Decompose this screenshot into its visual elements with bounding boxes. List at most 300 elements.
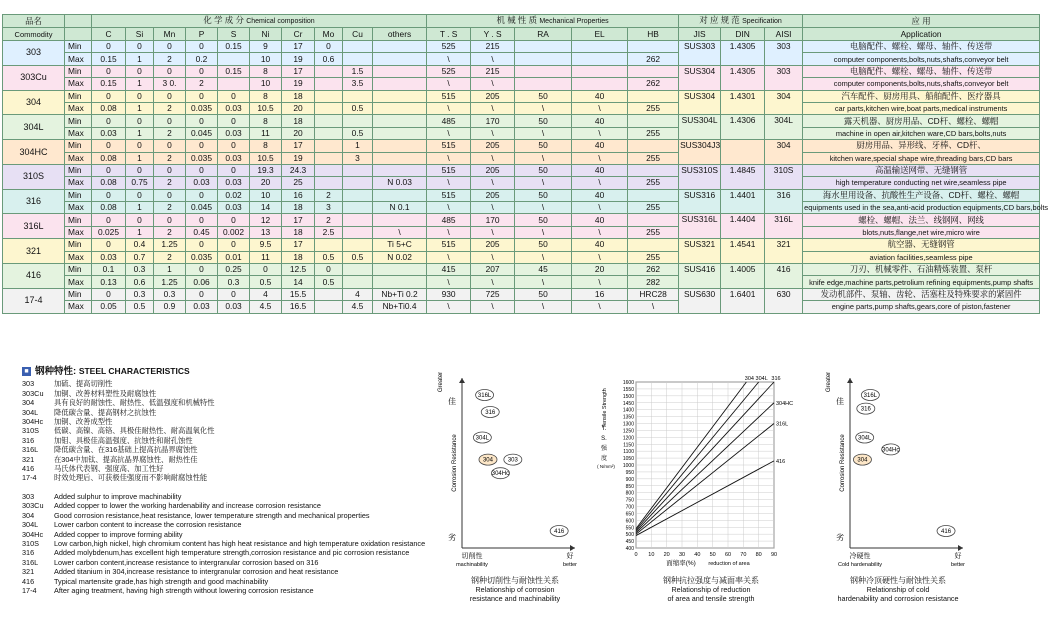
max-label: Max bbox=[65, 127, 92, 139]
table-cell: 0.025 bbox=[92, 226, 126, 238]
spec-cell: 1.4306 bbox=[721, 115, 765, 140]
table-row bbox=[3, 177, 1040, 189]
commodity-name: 303 bbox=[3, 41, 65, 66]
table-cell bbox=[343, 276, 373, 288]
table-cell: 0.06 bbox=[186, 276, 218, 288]
table-cell: \ bbox=[628, 301, 679, 313]
table-cell: 0 bbox=[92, 41, 126, 53]
commodity-name: 304 bbox=[3, 90, 65, 115]
grade-label: 304 bbox=[22, 398, 35, 408]
y-tick-label: 1300 bbox=[622, 421, 634, 428]
table-cell: 170 bbox=[471, 214, 515, 226]
y-unit-zh: 强 bbox=[600, 446, 608, 452]
table-cell: 0 bbox=[218, 288, 250, 300]
table-cell: \ bbox=[427, 301, 471, 313]
table-cell: 3 0. bbox=[154, 78, 186, 90]
table-cell bbox=[373, 276, 427, 288]
grade-description: 加硫、提高切削性 bbox=[54, 379, 113, 389]
list-item bbox=[22, 455, 442, 464]
list-item bbox=[22, 586, 442, 595]
application-en: kitchen ware,special shape wire,threading bars,CD bars bbox=[803, 152, 1040, 164]
series-label: 304L bbox=[755, 376, 768, 382]
spec-cell: 316L bbox=[765, 214, 803, 239]
grade-label: 310S bbox=[22, 538, 40, 548]
table-cell: 0 bbox=[154, 189, 186, 201]
table-cell: 0.4 bbox=[126, 239, 154, 251]
min-label: Min bbox=[65, 288, 92, 300]
table-cell: 0 bbox=[186, 140, 218, 152]
table-cell: 18 bbox=[282, 115, 315, 127]
steel-zh-list bbox=[22, 379, 442, 482]
table-cell: \ bbox=[471, 276, 515, 288]
table-cell: \ bbox=[572, 251, 628, 263]
x-label-en: reduction of area bbox=[708, 561, 750, 567]
col-header: DIN bbox=[721, 28, 765, 41]
table-cell: 14 bbox=[282, 276, 315, 288]
max-label: Max bbox=[65, 102, 92, 114]
application-zh: 航空器、无缝钢管 bbox=[803, 239, 1040, 251]
table-cell: 205 bbox=[471, 164, 515, 176]
point-label: 303 bbox=[507, 457, 518, 464]
col-header: Cu bbox=[343, 28, 373, 41]
table-cell: 10.5 bbox=[250, 152, 282, 164]
table-cell: 0.3 bbox=[154, 288, 186, 300]
spec-cell: 321 bbox=[765, 239, 803, 264]
table-cell: \ bbox=[515, 177, 572, 189]
spec-cell: 1.4404 bbox=[721, 214, 765, 239]
spec-cell: SUS304 bbox=[679, 90, 721, 115]
x-right-zh: 好 bbox=[954, 553, 962, 560]
grade-description: 时效处理后、可获极佳强度而不影响耐腐蚀性能 bbox=[54, 473, 208, 483]
grade-description: Good corrosion resistance,heat resistance, lower temperature strength and mechanical properties bbox=[54, 510, 370, 520]
table-cell: 0 bbox=[126, 41, 154, 53]
table-cell: 0.5 bbox=[250, 276, 282, 288]
commodity-name: 321 bbox=[3, 239, 65, 264]
table-cell: 0.03 bbox=[186, 177, 218, 189]
table-cell: \ bbox=[572, 127, 628, 139]
table-cell: 0 bbox=[186, 41, 218, 53]
series-label: 316 bbox=[771, 376, 781, 382]
x-arrow-icon bbox=[570, 545, 575, 551]
table-row bbox=[3, 239, 1040, 251]
table-cell: 0 bbox=[154, 140, 186, 152]
table-cell: 11 bbox=[250, 251, 282, 263]
table-cell: 0.03 bbox=[92, 251, 126, 263]
max-label: Max bbox=[65, 301, 92, 313]
y-tick-label: 900 bbox=[625, 476, 634, 483]
table-cell bbox=[343, 53, 373, 65]
col-header: JIS bbox=[679, 28, 721, 41]
table-cell: 2 bbox=[154, 251, 186, 263]
table-cell: 11 bbox=[250, 127, 282, 139]
spec-cell: 1.4305 bbox=[721, 41, 765, 66]
min-label: Min bbox=[65, 214, 92, 226]
table-cell bbox=[373, 264, 427, 276]
list-item bbox=[22, 577, 442, 586]
table-cell bbox=[572, 78, 628, 90]
grade-description: Added copper to lower the working hardenability and increase corrosion resistance bbox=[54, 501, 321, 511]
table-cell: 0.03 bbox=[218, 127, 250, 139]
spec-cell: 1.4401 bbox=[721, 189, 765, 214]
y-greater-en: Greater bbox=[826, 371, 832, 393]
series-label: 304HC bbox=[776, 400, 794, 407]
table-cell: 0.045 bbox=[186, 202, 218, 214]
table-cell: 0 bbox=[154, 41, 186, 53]
table-cell: \ bbox=[515, 152, 572, 164]
table-cell bbox=[343, 90, 373, 102]
col-header: Cr bbox=[282, 28, 315, 41]
table-cell: 0 bbox=[126, 164, 154, 176]
table-cell: 18 bbox=[282, 90, 315, 102]
table-cell: \ bbox=[515, 301, 572, 313]
min-label: Min bbox=[65, 189, 92, 201]
table-cell: 0.3 bbox=[218, 276, 250, 288]
table-cell: 0.5 bbox=[343, 102, 373, 114]
bullet-icon: ■ bbox=[22, 367, 31, 376]
grade-label: 416 bbox=[22, 464, 35, 474]
point-label: 416 bbox=[941, 529, 952, 535]
list-item bbox=[22, 389, 442, 398]
table-cell: 9 bbox=[250, 41, 282, 53]
table-cell bbox=[315, 127, 343, 139]
spec-cell: 416 bbox=[765, 264, 803, 289]
table-cell: 50 bbox=[515, 90, 572, 102]
table-cell: 19 bbox=[282, 78, 315, 90]
table-cell: 0 bbox=[315, 264, 343, 276]
commodity-name: 304L bbox=[3, 115, 65, 140]
grade-description: 降低碳含量、提高钢材之抗蚀性 bbox=[54, 407, 157, 417]
table-cell: 0 bbox=[126, 65, 154, 77]
table-cell: 1.25 bbox=[154, 239, 186, 251]
table-cell: 10 bbox=[250, 53, 282, 65]
table-cell bbox=[572, 53, 628, 65]
table-cell: 515 bbox=[427, 90, 471, 102]
point-label: 304 bbox=[482, 457, 493, 464]
table-row bbox=[3, 41, 1040, 53]
table-cell bbox=[315, 164, 343, 176]
spec-cell: SUS304J3 bbox=[679, 140, 721, 165]
table-cell: \ bbox=[427, 127, 471, 139]
y-tick-label: 1550 bbox=[622, 386, 634, 393]
table-cell: 24.3 bbox=[282, 164, 315, 176]
table-cell: 207 bbox=[471, 264, 515, 276]
table-cell: \ bbox=[427, 177, 471, 189]
spec-cell: 303 bbox=[765, 41, 803, 66]
application-en: aviation facilities,seamless pipe bbox=[803, 251, 1040, 263]
table-row bbox=[3, 251, 1040, 263]
y-greater-zh: 佳 bbox=[448, 397, 456, 406]
x-arrow-icon bbox=[958, 545, 963, 551]
table-cell: \ bbox=[427, 202, 471, 214]
spec-cell: 1.4305 bbox=[721, 65, 765, 90]
spec-cell: SUS316L bbox=[679, 214, 721, 239]
table-cell: 19 bbox=[282, 53, 315, 65]
spec-cell: 303 bbox=[765, 65, 803, 90]
x-tick-label: 20 bbox=[663, 552, 670, 558]
table-cell: 0.3 bbox=[126, 288, 154, 300]
min-label: Min bbox=[65, 140, 92, 152]
y-greater-zh: 佳 bbox=[836, 397, 844, 406]
table-cell: 205 bbox=[471, 239, 515, 251]
table-cell: 2 bbox=[154, 127, 186, 139]
table-cell: 3 bbox=[343, 152, 373, 164]
table-cell bbox=[315, 152, 343, 164]
col-header: EL bbox=[572, 28, 628, 41]
table-cell: 0.6 bbox=[315, 53, 343, 65]
table-cell: \ bbox=[427, 102, 471, 114]
table-cell: \ bbox=[572, 177, 628, 189]
table-row bbox=[3, 152, 1040, 164]
table-cell: \ bbox=[471, 127, 515, 139]
table-cell: 0 bbox=[186, 288, 218, 300]
grade-description: Low carbon,high nickel, high chromium content has high heat resistance and high temperature oxidation resistance bbox=[54, 538, 426, 548]
list-item bbox=[22, 473, 442, 482]
table-cell: 8 bbox=[250, 65, 282, 77]
table-cell: 0.08 bbox=[92, 177, 126, 189]
y-tick-label: 1150 bbox=[623, 442, 634, 449]
y-tick-label: 1450 bbox=[622, 400, 634, 407]
list-item bbox=[22, 520, 442, 529]
commodity-name: 303Cu bbox=[3, 65, 65, 90]
table-cell: 50 bbox=[515, 140, 572, 152]
commodity-name: 416 bbox=[3, 264, 65, 289]
grade-label: 304L bbox=[22, 520, 39, 530]
table-cell: 0 bbox=[126, 214, 154, 226]
steel-characteristics-title: ■ 钢种特性: STEEL CHARACTERISTICS bbox=[22, 367, 442, 376]
grade-label: 304 bbox=[22, 510, 35, 520]
max-label: Max bbox=[65, 202, 92, 214]
spec-cell: 304 bbox=[765, 90, 803, 115]
table-cell: 40 bbox=[572, 214, 628, 226]
min-label: Min bbox=[65, 115, 92, 127]
table-cell bbox=[515, 78, 572, 90]
x-left-zh: 冷硬性 bbox=[849, 553, 871, 560]
y-unit: ( N/mm²) bbox=[597, 464, 615, 469]
table-cell bbox=[343, 264, 373, 276]
table-cell: 20 bbox=[282, 127, 315, 139]
point-label: 316L bbox=[477, 393, 492, 399]
table-cell: \ bbox=[373, 226, 427, 238]
table-row bbox=[3, 214, 1040, 226]
table-cell: N 0.02 bbox=[373, 251, 427, 263]
table-cell: 50 bbox=[515, 288, 572, 300]
table-cell: 25 bbox=[282, 177, 315, 189]
table-cell bbox=[515, 41, 572, 53]
table-cell: 0.035 bbox=[186, 152, 218, 164]
table-cell: 8 bbox=[250, 90, 282, 102]
y-tick-label: 800 bbox=[625, 490, 634, 497]
application-en: knife edge,machine parts,petrolium refining equipments,pump shafts bbox=[803, 276, 1040, 288]
y-tick-label: 1000 bbox=[622, 463, 634, 469]
spec-cell: SUS321 bbox=[679, 239, 721, 264]
table-cell: Nb+Ti0.4 bbox=[373, 301, 427, 313]
table-cell: \ bbox=[515, 251, 572, 263]
y-tick-label: 1400 bbox=[622, 407, 634, 414]
table-cell: 0.15 bbox=[218, 65, 250, 77]
table-cell: 2 bbox=[315, 189, 343, 201]
table-cell: 18 bbox=[282, 251, 315, 263]
table-cell: 0.15 bbox=[218, 41, 250, 53]
application-en: machine in open air,kitchen ware,CD bars,bolts,nuts bbox=[803, 127, 1040, 139]
list-item bbox=[22, 445, 442, 454]
grade-label: 303Cu bbox=[22, 501, 44, 511]
table-row bbox=[3, 264, 1040, 276]
x-tick-label: 40 bbox=[694, 552, 701, 558]
table-cell bbox=[628, 239, 679, 251]
table-cell: 50 bbox=[515, 189, 572, 201]
list-item bbox=[22, 426, 442, 435]
table-cell: 0.5 bbox=[343, 251, 373, 263]
list-item bbox=[22, 492, 442, 501]
table-cell: 262 bbox=[628, 264, 679, 276]
table-cell: 262 bbox=[628, 78, 679, 90]
table-cell: 0.5 bbox=[315, 251, 343, 263]
table-cell: 8 bbox=[250, 115, 282, 127]
table-cell: 0.035 bbox=[186, 251, 218, 263]
spec-cell: SUS630 bbox=[679, 288, 721, 313]
application-en: car parts,kitchen wire,boat parts,medical instruments bbox=[803, 102, 1040, 114]
spec-cell: 1.6401 bbox=[721, 288, 765, 313]
table-cell: 9.5 bbox=[250, 239, 282, 251]
grade-label: 316L bbox=[22, 445, 39, 455]
table-cell: 0.25 bbox=[218, 264, 250, 276]
table-cell: 0 bbox=[92, 164, 126, 176]
x-left-en: Cold hardenability bbox=[837, 562, 883, 568]
table-cell: 282 bbox=[628, 276, 679, 288]
list-item bbox=[22, 539, 442, 548]
grade-description: 降低碳含量、在316基础上提高抗晶界腐蚀性 bbox=[54, 445, 198, 455]
table-cell: \ bbox=[515, 202, 572, 214]
table-cell bbox=[373, 140, 427, 152]
chart-cold-hardenability bbox=[808, 368, 983, 568]
commodity-name: 316 bbox=[3, 189, 65, 214]
table-cell: 4 bbox=[250, 288, 282, 300]
chart-machinability bbox=[420, 368, 595, 568]
table-cell: 0 bbox=[186, 239, 218, 251]
table-cell: 485 bbox=[427, 214, 471, 226]
header-row-2 bbox=[3, 28, 1040, 41]
table-cell: 0.03 bbox=[218, 202, 250, 214]
table-cell bbox=[315, 78, 343, 90]
y-arrow-icon bbox=[459, 378, 465, 383]
max-label: Max bbox=[65, 152, 92, 164]
y-tick-label: 1600 bbox=[622, 380, 634, 386]
commodity-name: 310S bbox=[3, 164, 65, 189]
y-tick-label: 550 bbox=[625, 525, 634, 532]
table-row bbox=[3, 53, 1040, 65]
application-en: computer components,bolts,nuts,shafts,conveyor belt bbox=[803, 78, 1040, 90]
table-cell: Nb+Ti 0.2 bbox=[373, 288, 427, 300]
application-en: blots,nuts,flange,net wire,micro wire bbox=[803, 226, 1040, 238]
list-item bbox=[22, 464, 442, 473]
table-cell bbox=[315, 239, 343, 251]
list-item bbox=[22, 511, 442, 520]
table-cell: 0 bbox=[92, 214, 126, 226]
table-cell: 0 bbox=[92, 140, 126, 152]
spec-cell: 630 bbox=[765, 288, 803, 313]
table-cell: 1 bbox=[126, 152, 154, 164]
spec-cell: SUS303 bbox=[679, 41, 721, 66]
table-cell bbox=[628, 115, 679, 127]
table-cell: 255 bbox=[628, 251, 679, 263]
series-label: 416 bbox=[776, 458, 786, 465]
table-cell: 0 bbox=[154, 164, 186, 176]
table-cell: 17 bbox=[282, 239, 315, 251]
table-cell: \ bbox=[427, 53, 471, 65]
table-cell: 18 bbox=[282, 202, 315, 214]
table-cell: \ bbox=[471, 251, 515, 263]
table-cell: 255 bbox=[628, 127, 679, 139]
table-cell: 0 bbox=[250, 264, 282, 276]
table-cell: 0 bbox=[186, 264, 218, 276]
table-cell: 515 bbox=[427, 164, 471, 176]
x-tick-label: 10 bbox=[648, 552, 655, 558]
spec-cell: 1.4845 bbox=[721, 164, 765, 189]
y-tick-label: 600 bbox=[625, 518, 634, 525]
table-cell: 10.5 bbox=[250, 102, 282, 114]
x-tick-label: 90 bbox=[770, 552, 778, 558]
table-cell: 1 bbox=[126, 102, 154, 114]
table-cell: 0.03 bbox=[92, 127, 126, 139]
y-tick-label: 1200 bbox=[622, 435, 634, 442]
table-cell: 0.03 bbox=[218, 102, 250, 114]
grade-description: Lower carbon content to increase the corrosion resistance bbox=[54, 520, 242, 530]
table-cell: 0.08 bbox=[92, 152, 126, 164]
application-zh: 电脑配件、螺栓、螺母、轴件、传送带 bbox=[803, 41, 1040, 53]
table-cell: 255 bbox=[628, 202, 679, 214]
x-label-zh: 面缩率(%) bbox=[666, 560, 696, 567]
table-row bbox=[3, 202, 1040, 214]
table-cell: 40 bbox=[572, 189, 628, 201]
table-cell: 10 bbox=[250, 189, 282, 201]
table-cell: 2 bbox=[315, 214, 343, 226]
table-cell: 262 bbox=[628, 53, 679, 65]
spec-cell: SUS316 bbox=[679, 189, 721, 214]
list-item bbox=[22, 408, 442, 417]
table-cell: 3 bbox=[315, 202, 343, 214]
table-cell: 0.3 bbox=[126, 264, 154, 276]
col-header: T . S bbox=[427, 28, 471, 41]
y-tick-label: 400 bbox=[625, 546, 634, 552]
table-cell bbox=[628, 90, 679, 102]
table-cell: 14 bbox=[250, 202, 282, 214]
table-cell: 0.7 bbox=[126, 251, 154, 263]
table-cell bbox=[373, 53, 427, 65]
table-row bbox=[3, 115, 1040, 127]
table-cell: 0.5 bbox=[126, 301, 154, 313]
table-cell: \ bbox=[515, 226, 572, 238]
table-cell: 0.45 bbox=[186, 226, 218, 238]
x-left-en: machinability bbox=[456, 562, 488, 568]
commodity-header: 品名 bbox=[3, 15, 65, 28]
list-item bbox=[22, 530, 442, 539]
table-cell bbox=[373, 115, 427, 127]
table-cell: 20 bbox=[250, 177, 282, 189]
table-cell bbox=[628, 140, 679, 152]
table-cell: 16 bbox=[282, 189, 315, 201]
table-cell: 17 bbox=[282, 65, 315, 77]
max-label: Max bbox=[65, 53, 92, 65]
table-row bbox=[3, 189, 1040, 201]
spec-cell: SUS416 bbox=[679, 264, 721, 289]
point-label: 316L bbox=[863, 393, 878, 399]
table-cell: 0.045 bbox=[186, 127, 218, 139]
table-cell: 50 bbox=[515, 214, 572, 226]
table-cell bbox=[343, 214, 373, 226]
table-cell: 10 bbox=[250, 78, 282, 90]
list-item bbox=[22, 548, 442, 557]
col-header: P bbox=[186, 28, 218, 41]
